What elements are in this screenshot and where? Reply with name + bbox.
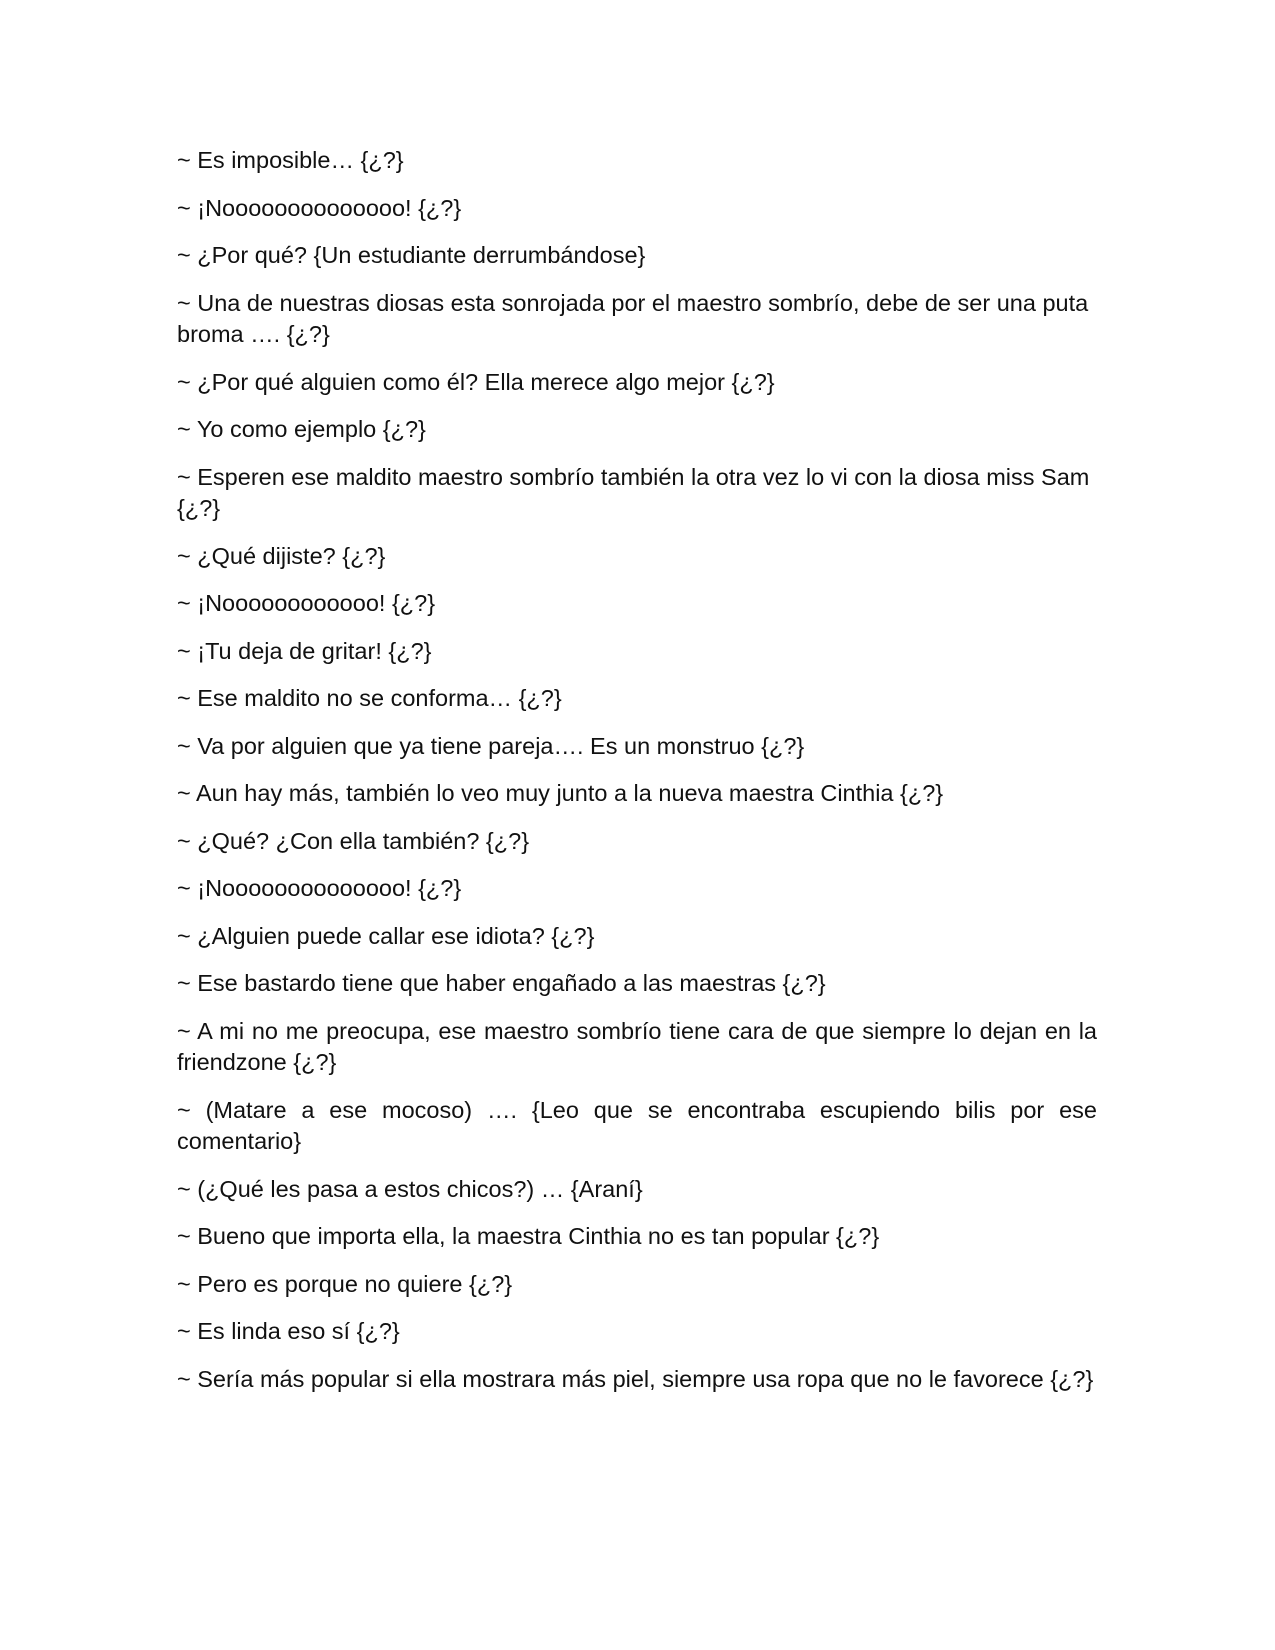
dialogue-line: ~ Yo como ejemplo {¿?} [177, 416, 426, 442]
dialogue-line: ~ Es imposible… {¿?} [177, 147, 404, 173]
dialogue-line: ~ Es linda eso sí {¿?} [177, 1318, 400, 1344]
dialogue-line: ~ Una de nuestras diosas esta sonrojada por el maestro sombrío, debe de ser una puta broma …. {¿?} [177, 289, 1089, 347]
dialogue-line: ~ Sería más popular si ella mostrara más piel, siempre usa ropa que no le favorece {¿?} [177, 1365, 1094, 1392]
dialogue-line: ~ Ese bastardo tiene que haber engañado a las maestras {¿?} [177, 970, 826, 996]
dialogue-line: ~ Esperen ese maldito maestro sombrío también la otra vez lo vi con la diosa miss Sam {¿?} [177, 463, 1090, 521]
dialogue-line: ~ ¡Noooooooooooooo! {¿?} [177, 875, 462, 901]
dialogue-line: ~ ¿Alguien puede callar ese idiota? {¿?} [177, 922, 595, 949]
dialogue-line: ~ ¡Noooooooooooo! {¿?} [177, 590, 436, 616]
dialogue-line: ~ ¿Qué? ¿Con ella también? {¿?} [177, 827, 530, 854]
dialogue-line: ~ (¿Qué les pasa a estos chicos?) … {Araní} [177, 1175, 643, 1202]
dialogue-line: ~ ¿Por qué? {Un estudiante derrumbándose} [177, 242, 646, 268]
dialogue-line: ~ A mi no me preocupa, ese maestro sombrío tiene cara de que siempre lo dejan en la friendzone {¿?} [177, 1017, 1097, 1075]
dialogue-line: ~ Aun hay más, también lo veo muy junto a la nueva maestra Cinthia {¿?} [177, 780, 944, 806]
dialogue-line: ~ (Matare a ese mocoso) …. {Leo que se encontraba escupiendo bilis por ese comentario} [177, 1096, 1097, 1154]
dialogue-line: ~ ¿Qué dijiste? {¿?} [177, 542, 386, 569]
dialogue-text [177, 145, 1097, 1411]
dialogue-line: ~ Va por alguien que ya tiene pareja…. Es un monstruo {¿?} [177, 732, 805, 759]
dialogue-line: ~ ¡Tu deja de gritar! {¿?} [177, 637, 432, 664]
dialogue-line: ~ ¿Por qué alguien como él? Ella merece algo mejor {¿?} [177, 368, 775, 395]
dialogue-line: ~ ¡Noooooooooooooo! {¿?} [177, 194, 462, 221]
dialogue-line: ~ Ese maldito no se conforma… {¿?} [177, 685, 562, 711]
dialogue-line: ~ Bueno que importa ella, la maestra Cinthia no es tan popular {¿?} [177, 1223, 880, 1249]
dialogue-line: ~ Pero es porque no quiere {¿?} [177, 1270, 513, 1297]
